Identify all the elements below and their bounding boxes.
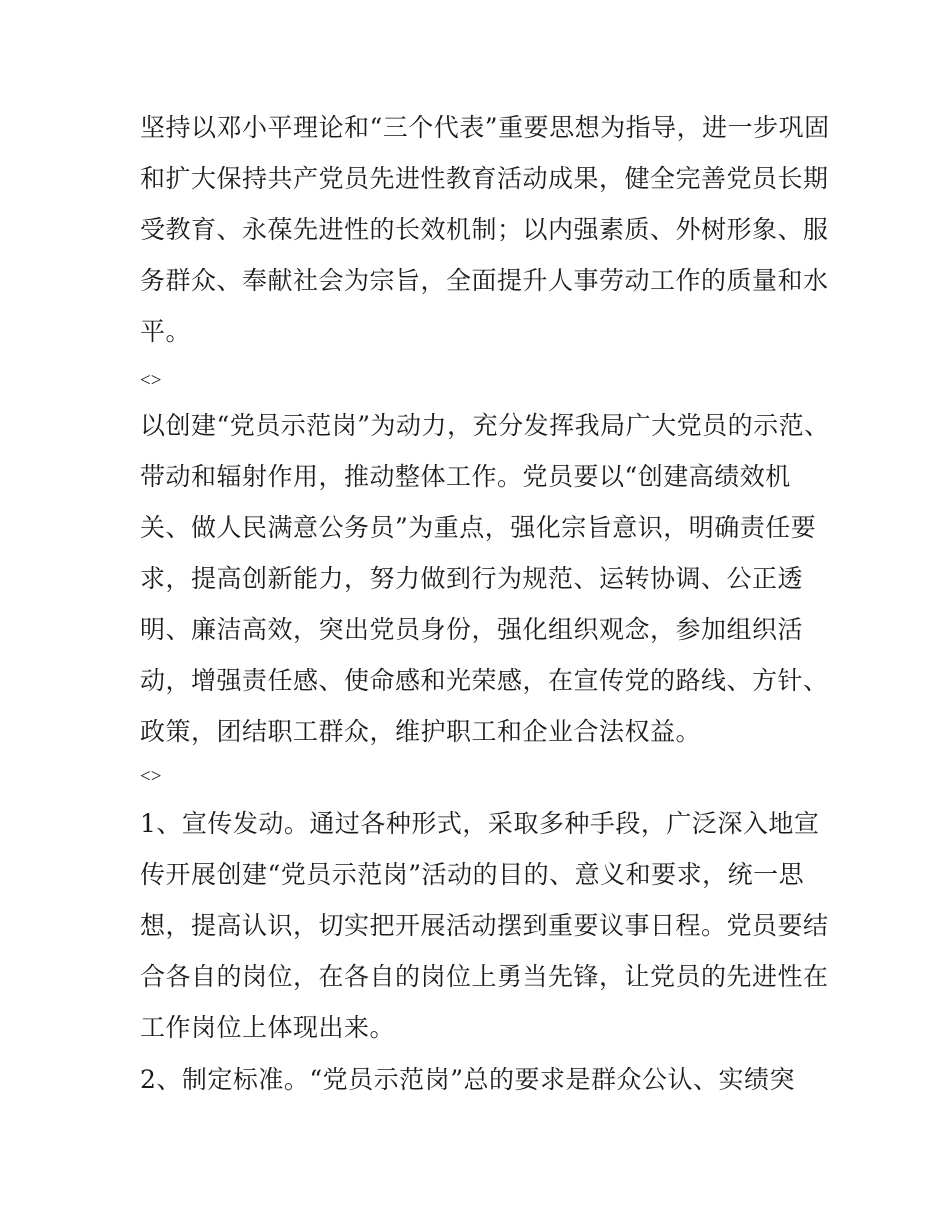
paragraph-2-line-2: 带动和辐射作用，推动整体工作。党员要以“创建高绩效机 (140, 462, 791, 491)
paragraph-2-line-6: 动，增强责任感、使命感和光荣感，在宣传党的路线、方针、 (140, 666, 829, 695)
section-marker-1: <> (140, 370, 162, 391)
paragraph-1-line-4: 务群众、奉献社会为宗旨，全面提升人事劳动工作的质量和水 (140, 266, 829, 295)
paragraph-3-line-5: 工作岗位上体现出来。 (140, 1013, 396, 1042)
paragraph-3-line-4: 合各自的岗位，在各自的岗位上勇当先锋，让党员的先进性在 (140, 962, 829, 991)
section-marker-2: <> (140, 766, 162, 787)
paragraph-2-line-5: 明、廉洁高效，突出党员身份，强化组织观念，参加组织活 (140, 615, 804, 644)
paragraph-2-line-1: 以创建“党员示范岗”为动力，充分发挥我局广大党员的示范、 (140, 411, 830, 440)
paragraph-2-line-4: 求，提高创新能力，努力做到行为规范、运转协调、公正透 (140, 564, 804, 593)
paragraph-1-line-2: 和扩大保持共产党员先进性教育活动成果，健全完善党员长期 (140, 164, 829, 193)
paragraph-1-line-5: 平。 (140, 317, 192, 346)
paragraph-4-line-1: 2、制定标准。“党员示范岗”总的要求是群众公认、实绩突 (140, 1065, 795, 1094)
paragraph-1-line-3: 受教育、永葆先进性的长效机制；以内强素质、外树形象、服 (140, 215, 829, 244)
paragraph-3-line-3: 想，提高认识，切实把开展活动摆到重要议事日程。党员要结 (140, 911, 829, 940)
paragraph-2-line-7: 政策，团结职工群众，维护职工和企业合法权益。 (140, 717, 702, 746)
paragraph-3-line-1: 1、宣传发动。通过各种形式，采取多种手段，广泛深入地宣 (140, 809, 820, 838)
paragraph-1-line-1: 坚持以邓小平理论和“三个代表”重要思想为指导，进一步巩固 (140, 113, 830, 142)
paragraph-3-line-2: 传开展创建“党员示范岗”活动的目的、意义和要求，统一思 (140, 860, 805, 889)
paragraph-2-line-3: 关、做人民满意公务员”为重点，强化宗旨意识，明确责任要 (140, 513, 817, 542)
